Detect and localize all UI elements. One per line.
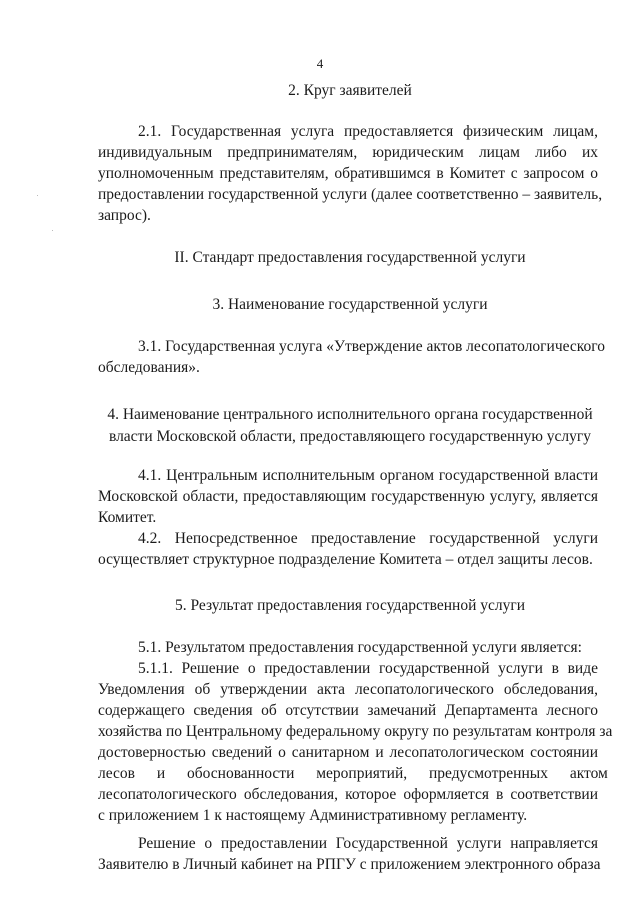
p511-line-5: достоверностью сведений о санитарном и лесопатологическом состоянии <box>98 744 598 761</box>
p511-line-8: с приложением 1 к настоящему Административному регламенту. <box>98 807 528 824</box>
p31-line-2: обследования». <box>98 359 200 376</box>
scan-speck <box>37 195 38 196</box>
p-decision-line-2: Заявителю в Личный кабинет на РПГУ с приложением электронного образа <box>98 856 601 873</box>
p511-line-4: хозяйства по Центральному федеральному округу по результатам контроля за <box>98 723 613 740</box>
p511-line-3: содержащего сведения об отсутствии замечаний Департамента лесного <box>98 702 598 719</box>
p21-line-2: индивидуальным предпринимателям, юридическим лицам либо их <box>98 144 598 161</box>
scan-speck <box>52 230 53 231</box>
p41-line-3: Комитет. <box>98 509 157 526</box>
text: 2.1. Государственная услуга предоставляется физическим лицам, <box>138 123 598 140</box>
part-2-heading: II. Стандарт предоставления государственной услуги <box>174 249 526 266</box>
p41-line-1: 4.1. Центральным исполнительным органом государственной власти <box>138 467 598 484</box>
p41-line-2: Московской области, предоставляющим государственную услугу, является <box>98 488 598 505</box>
p31-line-1: 3.1. Государственная услуга «Утверждение актов лесопатологического <box>138 338 605 355</box>
p51-line: 5.1. Результатом предоставления государственной услуги является: <box>138 639 582 656</box>
p21-line-5: запрос). <box>98 207 151 224</box>
p21-line-4: предоставлении государственной услуги (далее соответственно – заявитель, <box>98 186 603 203</box>
section-3-heading: 3. Наименование государственной услуги <box>212 296 488 313</box>
section-4-heading-line-1: 4. Наименование центрального исполнительного органа государственной <box>107 406 593 423</box>
p21-line-1 <box>138 121 598 142</box>
p42-line-2: осуществляет структурное подразделение Комитета – отдел защиты лесов. <box>98 551 593 568</box>
p511-line-2: Уведомления об утверждении акта лесопатологического обследования, <box>98 681 598 698</box>
p511-line-1: 5.1.1. Решение о предоставлении государственной услуги в виде <box>138 660 598 677</box>
page-number: 4 <box>316 56 324 71</box>
section-5-heading: 5. Результат предоставления государственной услуги <box>174 597 526 614</box>
p511-line-6: лесов и обоснованности мероприятий, предусмотренных актом <box>98 765 608 782</box>
p42-line-1: 4.2. Непосредственное предоставление государственной услуги <box>138 530 598 547</box>
p511-line-7: лесопатологического обследования, которое оформляется в соответствии <box>98 786 598 803</box>
p21-line-3: уполномоченным представителям, обратившимся в Комитет с запросом о <box>98 165 598 182</box>
section-2-heading: 2. Круг заявителей <box>288 82 412 99</box>
section-4-heading-line-2: власти Московской области, предоставляющего государственную услугу <box>108 428 592 445</box>
p-decision-line-1: Решение о предоставлении Государственной услуги направляется <box>138 835 598 852</box>
